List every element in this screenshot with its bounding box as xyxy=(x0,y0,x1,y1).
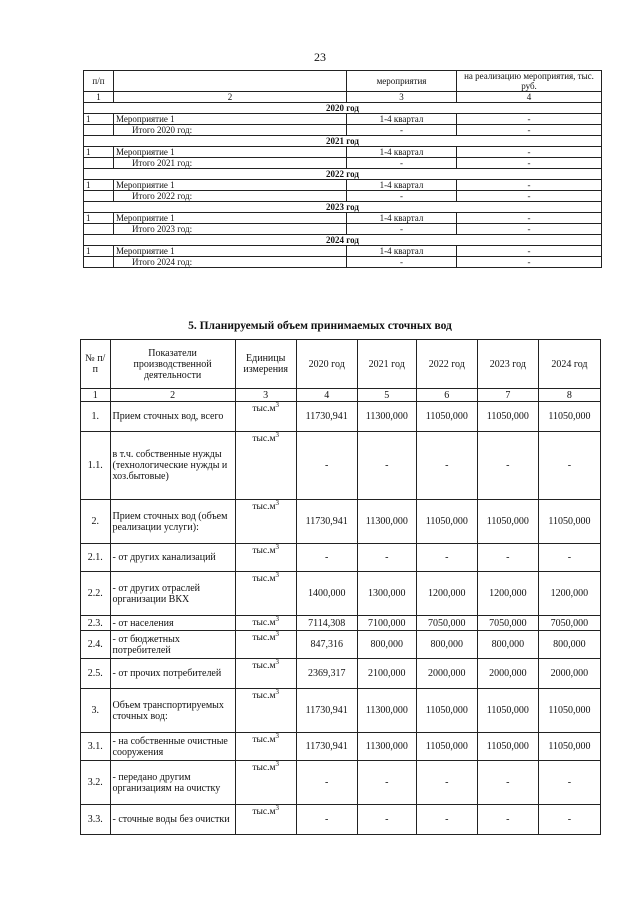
value-cell: 2100,000 xyxy=(357,659,416,689)
value-cell: 11050,000 xyxy=(538,402,600,432)
event-name: Мероприятие 1 xyxy=(114,147,347,158)
value-cell: 800,000 xyxy=(416,631,477,659)
value-cell: 11730,941 xyxy=(296,402,357,432)
year-row xyxy=(84,136,602,147)
unit-exponent: 3 xyxy=(275,759,279,768)
total-period: - xyxy=(347,191,457,202)
event-cost: - xyxy=(457,114,602,125)
event-name: Мероприятие 1 xyxy=(114,213,347,224)
value-cell: - xyxy=(477,432,538,500)
table-row xyxy=(81,572,601,616)
column-number: 4 xyxy=(457,92,602,103)
indicator-label: Прием сточных вод (объем реализации услуги): xyxy=(110,500,235,544)
table-row xyxy=(81,402,601,432)
column-number: 3 xyxy=(347,92,457,103)
value-cell: 7050,000 xyxy=(416,616,477,631)
table-row xyxy=(81,500,601,544)
column-header: 2023 год xyxy=(477,340,538,389)
event-cost: - xyxy=(457,246,602,257)
row-number: 2.1. xyxy=(81,544,111,572)
header-cell xyxy=(114,71,347,92)
unit-cell: $тыс.м^3$ xyxy=(235,631,296,659)
header-cell: п/п xyxy=(84,71,114,92)
value-cell: 11050,000 xyxy=(477,402,538,432)
table-row xyxy=(81,616,601,631)
column-header: № п/п xyxy=(81,340,111,389)
column-header: 2021 год xyxy=(357,340,416,389)
row-number: 2.3. xyxy=(81,616,111,631)
value-cell: 2000,000 xyxy=(416,659,477,689)
value-cell: 11730,941 xyxy=(296,500,357,544)
unit-cell: $тыс.м^3$ xyxy=(235,432,296,500)
event-period: 1-4 квартал xyxy=(347,147,457,158)
value-cell: 7050,000 xyxy=(538,616,600,631)
value-cell: 847,316 xyxy=(296,631,357,659)
value-cell: 11050,000 xyxy=(477,500,538,544)
value-cell: 11300,000 xyxy=(357,402,416,432)
unit-cell: $тыс.м^3$ xyxy=(235,761,296,805)
row-number: 3.3. xyxy=(81,805,111,835)
total-period: - xyxy=(347,158,457,169)
value-cell: - xyxy=(296,544,357,572)
row-number xyxy=(84,125,114,136)
table-row xyxy=(81,432,601,500)
total-label: Итого 2024 год: xyxy=(114,257,347,268)
table-row xyxy=(81,805,601,835)
indicator-label: - от бюджетных потребителей xyxy=(110,631,235,659)
value-cell: 7050,000 xyxy=(477,616,538,631)
row-number: 1.1. xyxy=(81,432,111,500)
table-row xyxy=(81,733,601,761)
total-row xyxy=(84,224,602,235)
value-cell: 11730,941 xyxy=(296,733,357,761)
value-cell: 11050,000 xyxy=(416,689,477,733)
column-number: 1 xyxy=(84,92,114,103)
value-cell: - xyxy=(538,761,600,805)
table-header-row xyxy=(81,340,601,389)
table-header-row xyxy=(84,71,602,92)
unit-cell: $тыс.м^3$ xyxy=(235,659,296,689)
unit-cell: $тыс.м^3$ xyxy=(235,616,296,631)
row-number: 1 xyxy=(84,114,114,125)
row-number: 2.2. xyxy=(81,572,111,616)
event-name: Мероприятие 1 xyxy=(114,180,347,191)
value-cell: - xyxy=(538,544,600,572)
event-period: 1-4 квартал xyxy=(347,213,457,224)
total-row xyxy=(84,257,602,268)
table-row xyxy=(81,761,601,805)
total-cost: - xyxy=(457,224,602,235)
unit-cell: $тыс.м^3$ xyxy=(235,500,296,544)
value-cell: - xyxy=(296,805,357,835)
value-cell: 11300,000 xyxy=(357,500,416,544)
event-period: 1-4 квартал xyxy=(347,180,457,191)
row-number xyxy=(84,191,114,202)
header-cell: мероприятия xyxy=(347,71,457,92)
value-cell: 11050,000 xyxy=(416,733,477,761)
events-table xyxy=(83,70,602,268)
total-period: - xyxy=(347,224,457,235)
indicator-label: - передано другим организациям на очистку xyxy=(110,761,235,805)
year-label: 2021 год xyxy=(84,136,602,147)
value-cell: 11050,000 xyxy=(538,500,600,544)
total-cost: - xyxy=(457,257,602,268)
row-number xyxy=(84,224,114,235)
row-number: 2.4. xyxy=(81,631,111,659)
value-cell: - xyxy=(416,805,477,835)
value-cell: 1400,000 xyxy=(296,572,357,616)
value-cell: - xyxy=(357,544,416,572)
indicator-label: - от других отраслей организации ВКХ xyxy=(110,572,235,616)
table-row xyxy=(81,631,601,659)
year-label: 2022 год xyxy=(84,169,602,180)
indicator-label: - от прочих потребителей xyxy=(110,659,235,689)
value-cell: - xyxy=(296,432,357,500)
unit-exponent: 3 xyxy=(275,731,279,740)
unit-exponent: 3 xyxy=(275,803,279,812)
table-row xyxy=(81,544,601,572)
value-cell: - xyxy=(416,432,477,500)
column-header: 2022 год xyxy=(416,340,477,389)
total-row xyxy=(84,158,602,169)
value-cell: 11050,000 xyxy=(416,402,477,432)
table-row xyxy=(84,213,602,224)
section-title: 5. Планируемый объем принимаемых сточных вод xyxy=(188,320,452,332)
row-number: 1 xyxy=(84,180,114,191)
value-cell: - xyxy=(477,805,538,835)
year-label: 2020 год xyxy=(84,103,602,114)
value-cell: - xyxy=(357,432,416,500)
year-row xyxy=(84,103,602,114)
value-cell: 1200,000 xyxy=(416,572,477,616)
value-cell: - xyxy=(538,805,600,835)
row-number: 2. xyxy=(81,500,111,544)
column-header: 2024 год xyxy=(538,340,600,389)
year-label: 2024 год xyxy=(84,235,602,246)
table-row xyxy=(84,114,602,125)
unit-exponent: 3 xyxy=(275,498,279,507)
value-cell: 11300,000 xyxy=(357,689,416,733)
value-cell: 1200,000 xyxy=(477,572,538,616)
value-cell: 2369,317 xyxy=(296,659,357,689)
event-cost: - xyxy=(457,213,602,224)
value-cell: 11050,000 xyxy=(477,733,538,761)
page-number: 23 xyxy=(314,50,326,64)
value-cell: 11050,000 xyxy=(477,689,538,733)
total-period: - xyxy=(347,257,457,268)
event-name: Мероприятие 1 xyxy=(114,246,347,257)
column-number: 3 xyxy=(235,389,296,402)
table-row xyxy=(84,147,602,158)
unit-cell: $тыс.м^3$ xyxy=(235,689,296,733)
value-cell: 7114,308 xyxy=(296,616,357,631)
year-row xyxy=(84,202,602,213)
row-number: 1. xyxy=(81,402,111,432)
value-cell: 11050,000 xyxy=(416,500,477,544)
value-cell: 2000,000 xyxy=(477,659,538,689)
unit-exponent: 3 xyxy=(275,542,279,551)
value-cell: - xyxy=(416,544,477,572)
header-cell: на реализацию мероприятия, тыс. руб. xyxy=(457,71,602,92)
unit-exponent: 3 xyxy=(275,400,279,409)
value-cell: - xyxy=(416,761,477,805)
column-number-row xyxy=(84,92,602,103)
row-number: 3.1. xyxy=(81,733,111,761)
indicator-label: - от других канализаций xyxy=(110,544,235,572)
unit-cell: $тыс.м^3$ xyxy=(235,544,296,572)
value-cell: - xyxy=(357,761,416,805)
value-cell: 11050,000 xyxy=(538,733,600,761)
indicator-label: - от населения xyxy=(110,616,235,631)
column-number: 6 xyxy=(416,389,477,402)
unit-exponent: 3 xyxy=(275,687,279,696)
year-row xyxy=(84,235,602,246)
column-header: Единицы измерения xyxy=(235,340,296,389)
value-cell: 11730,941 xyxy=(296,689,357,733)
year-label: 2023 год xyxy=(84,202,602,213)
indicator-label: в т.ч. собственные нужды (технологические нужды и хоз.бытовые) xyxy=(110,432,235,500)
indicator-label: Прием сточных вод, всего xyxy=(110,402,235,432)
unit-cell: $тыс.м^3$ xyxy=(235,572,296,616)
total-period: - xyxy=(347,125,457,136)
wastewater-volume-table xyxy=(80,339,601,835)
indicator-label: - на собственные очистные сооружения xyxy=(110,733,235,761)
unit-cell: $тыс.м^3$ xyxy=(235,733,296,761)
event-name: Мероприятие 1 xyxy=(114,114,347,125)
event-period: 1-4 квартал xyxy=(347,246,457,257)
column-number: 5 xyxy=(357,389,416,402)
value-cell: 1200,000 xyxy=(538,572,600,616)
table-row xyxy=(81,659,601,689)
unit-cell: $тыс.м^3$ xyxy=(235,805,296,835)
row-number: 1 xyxy=(84,213,114,224)
unit-exponent: 3 xyxy=(275,629,279,638)
unit-cell: $тыс.м^3$ xyxy=(235,402,296,432)
value-cell: 11050,000 xyxy=(538,689,600,733)
unit-exponent: 3 xyxy=(275,570,279,579)
column-header: Показатели производственной деятельности xyxy=(110,340,235,389)
table-row xyxy=(84,180,602,191)
total-row xyxy=(84,191,602,202)
indicator-label: - сточные воды без очистки xyxy=(110,805,235,835)
column-number: 1 xyxy=(81,389,111,402)
event-cost: - xyxy=(457,180,602,191)
value-cell: - xyxy=(296,761,357,805)
column-header: 2020 год xyxy=(296,340,357,389)
value-cell: - xyxy=(477,544,538,572)
value-cell: - xyxy=(477,761,538,805)
total-cost: - xyxy=(457,191,602,202)
row-number: 3.2. xyxy=(81,761,111,805)
event-period: 1-4 квартал xyxy=(347,114,457,125)
value-cell: 2000,000 xyxy=(538,659,600,689)
row-number: 3. xyxy=(81,689,111,733)
column-number: 8 xyxy=(538,389,600,402)
total-label: Итого 2022 год: xyxy=(114,191,347,202)
total-row xyxy=(84,125,602,136)
value-cell: 800,000 xyxy=(357,631,416,659)
row-number xyxy=(84,257,114,268)
column-number: 7 xyxy=(477,389,538,402)
value-cell: 1300,000 xyxy=(357,572,416,616)
row-number: 1 xyxy=(84,147,114,158)
indicator-label: Объем транспортируемых сточных вод: xyxy=(110,689,235,733)
column-number: 2 xyxy=(110,389,235,402)
total-label: Итого 2021 год: xyxy=(114,158,347,169)
column-number: 2 xyxy=(114,92,347,103)
row-number: 1 xyxy=(84,246,114,257)
unit-exponent: 3 xyxy=(275,430,279,439)
event-cost: - xyxy=(457,147,602,158)
total-cost: - xyxy=(457,125,602,136)
value-cell: 800,000 xyxy=(477,631,538,659)
value-cell: - xyxy=(538,432,600,500)
table-row xyxy=(81,689,601,733)
table-row xyxy=(84,246,602,257)
value-cell: 11300,000 xyxy=(357,733,416,761)
value-cell: - xyxy=(357,805,416,835)
column-number-row xyxy=(81,389,601,402)
value-cell: 800,000 xyxy=(538,631,600,659)
unit-exponent: 3 xyxy=(275,614,279,623)
value-cell: 7100,000 xyxy=(357,616,416,631)
total-label: Итого 2020 год: xyxy=(114,125,347,136)
row-number: 2.5. xyxy=(81,659,111,689)
column-number: 4 xyxy=(296,389,357,402)
total-label: Итого 2023 год: xyxy=(114,224,347,235)
row-number xyxy=(84,158,114,169)
total-cost: - xyxy=(457,158,602,169)
unit-exponent: 3 xyxy=(275,657,279,666)
year-row xyxy=(84,169,602,180)
